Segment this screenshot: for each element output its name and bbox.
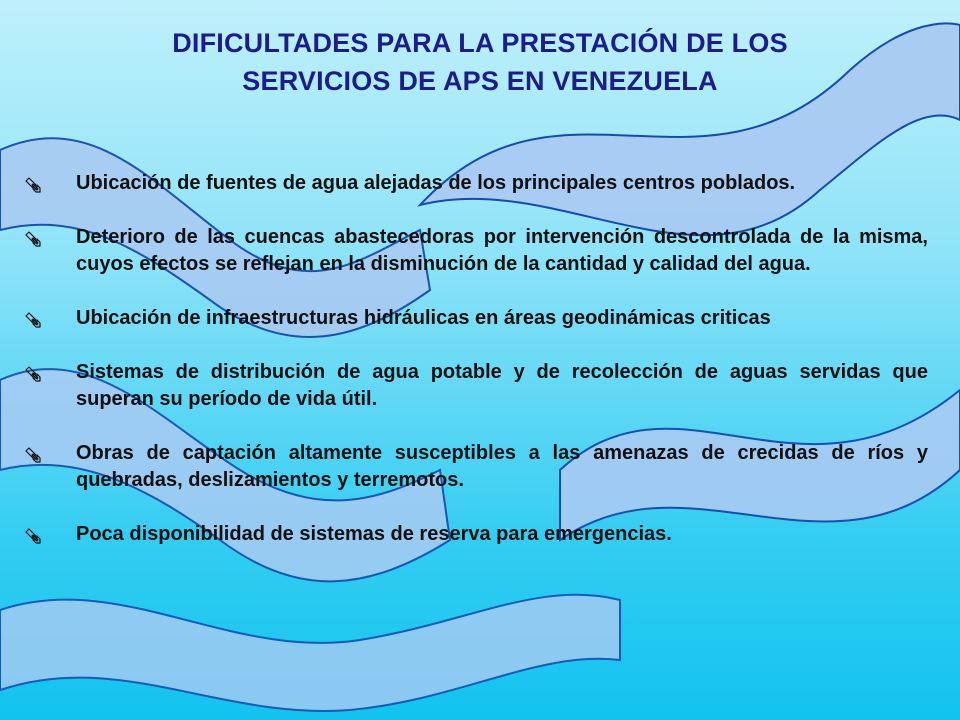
arrow-down-right-icon [24,527,42,545]
bullet-text: Ubicación de infraestructuras hidráulicas en áreas geodinámicas criticas [76,307,771,329]
bullet-text: Deterioro de las cuencas abastecedoras por intervención descontrolada de la misma, cuyos efectos se reflejan en la disminución de la cantidad y calidad del agua. [76,226,928,275]
bullet-item [18,305,928,332]
slide-title [60,24,900,100]
arrow-down-right-icon [24,365,42,383]
bullet-item [18,521,928,548]
title-line-1: DIFICULTADES PARA LA PRESTACIÓN DE LOS [172,28,788,58]
arrow-down-right-icon [24,230,42,248]
bullet-item [18,224,928,278]
bullet-text: Ubicación de fuentes de agua alejadas de los principales centros poblados. [76,172,796,194]
bullet-item [18,440,928,494]
arrow-down-right-icon [24,311,42,329]
wave-ribbon-bottom [0,595,620,711]
bullet-text: Obras de captación altamente susceptibles a las amenazas de crecidas de ríos y quebradas, deslizamientos y terremotos. [76,442,928,491]
bullet-list [18,170,928,548]
bullet-item [18,170,928,197]
title-line-2: SERVICIOS DE APS EN VENEZUELA [242,66,718,96]
bullet-item [18,359,928,413]
bullet-text: Poca disponibilidad de sistemas de reserva para emergencias. [76,523,672,545]
arrow-down-right-icon [24,446,42,464]
bullet-text: Sistemas de distribución de agua potable y de recolección de aguas servidas que superan su período de vida útil. [76,361,928,410]
arrow-down-right-icon [24,176,42,194]
